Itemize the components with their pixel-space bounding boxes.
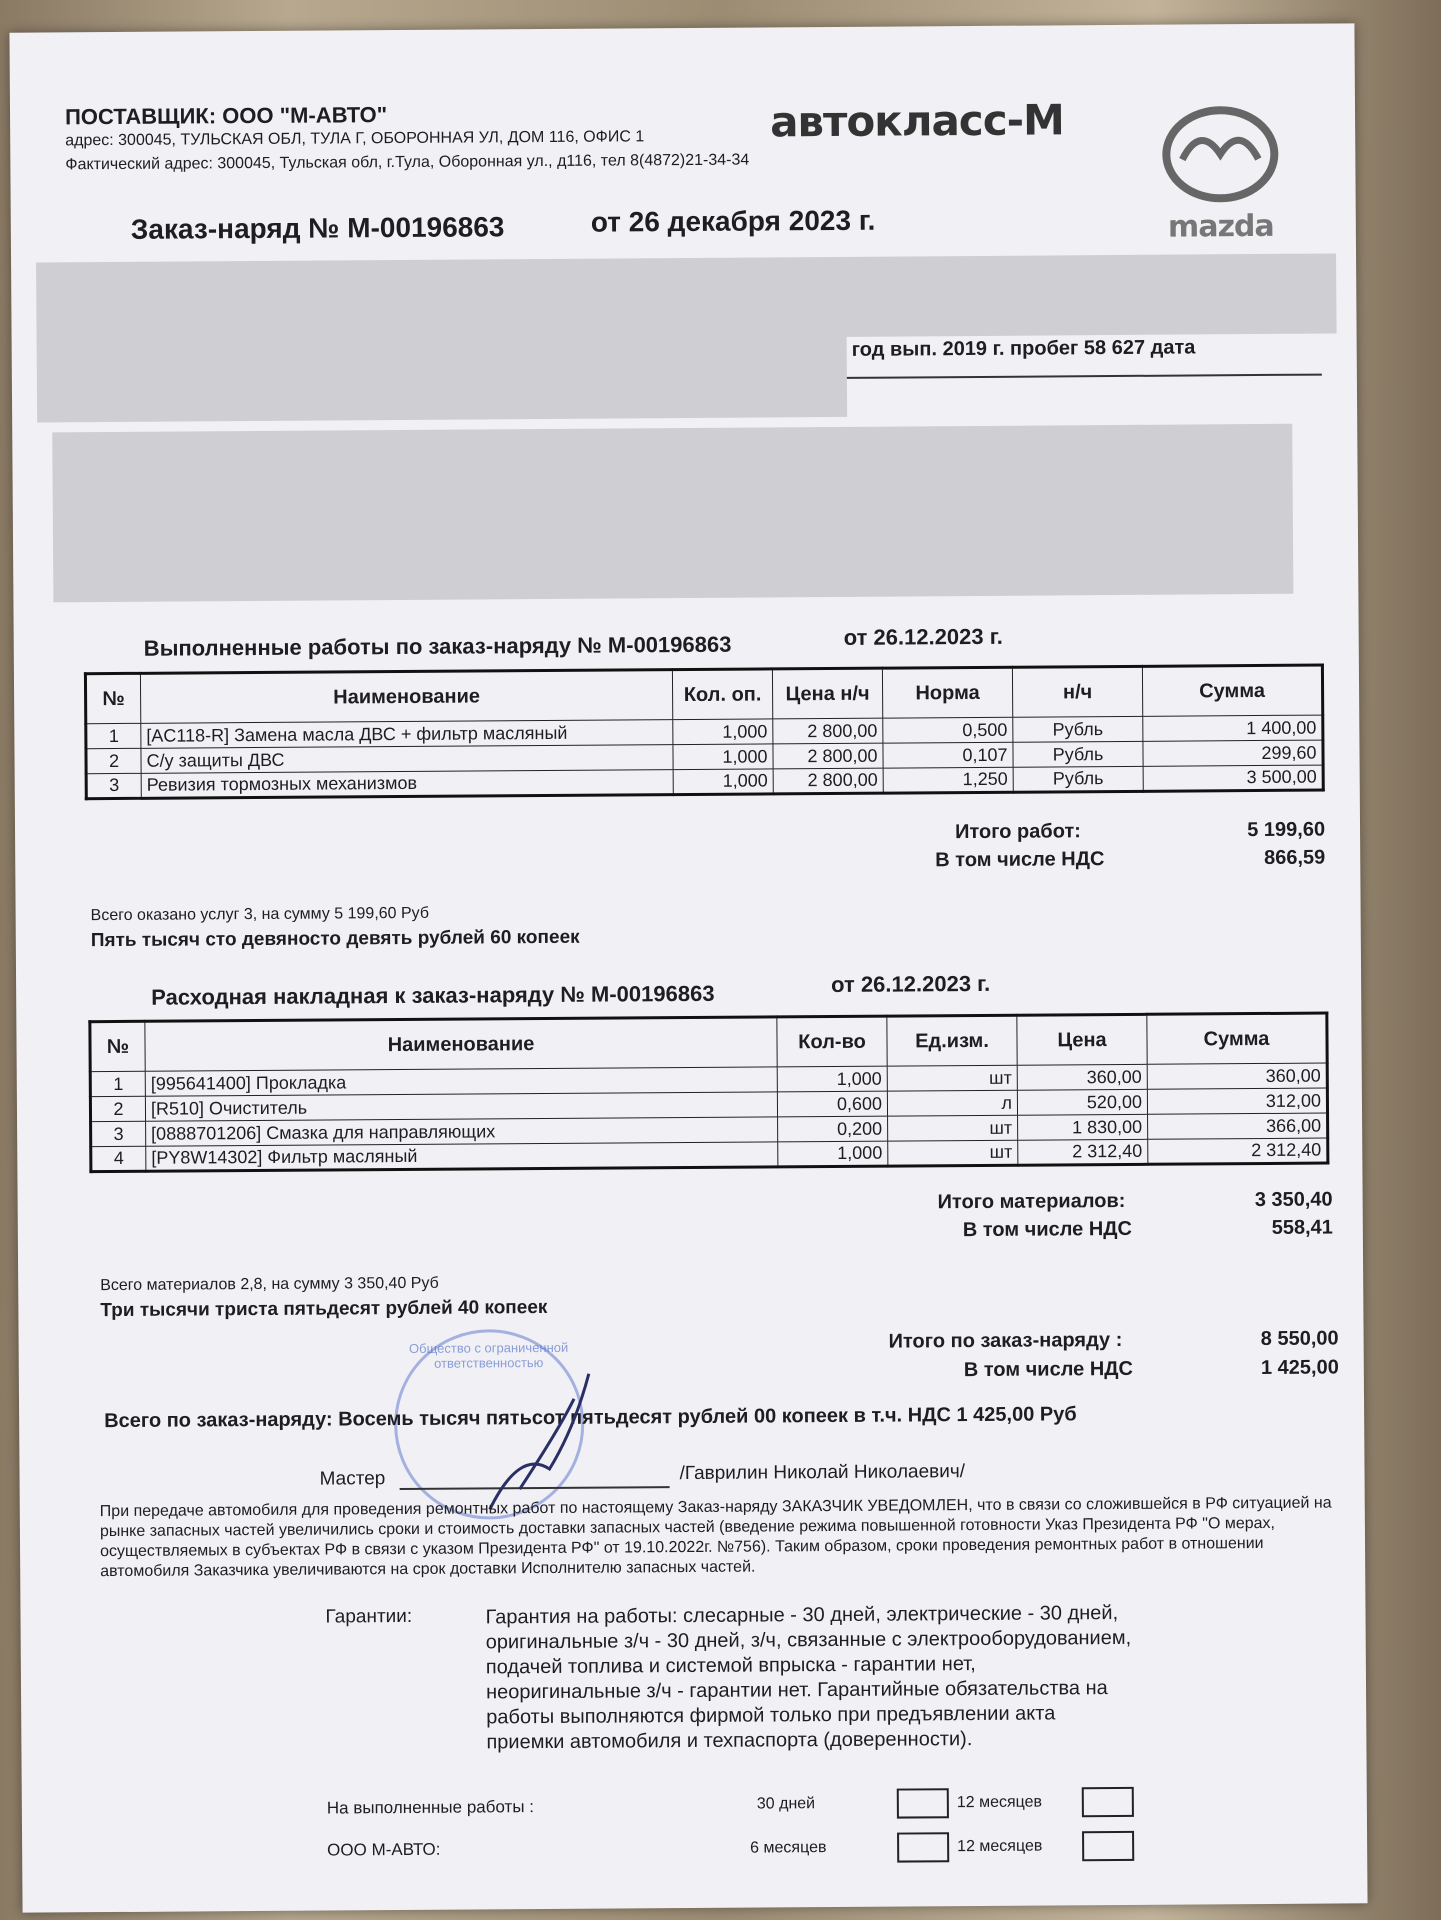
- grand-vat: [964, 1356, 1339, 1382]
- cell: Рубль: [1013, 716, 1143, 742]
- col-header: Цена: [1017, 1014, 1147, 1065]
- value: 8 550,00: [1260, 1327, 1339, 1351]
- cell: [995641400] Прокладка: [145, 1067, 777, 1096]
- cell: С/у защиты ДВС: [141, 745, 673, 774]
- cell: 520,00: [1017, 1089, 1147, 1115]
- cell: Рубль: [1013, 766, 1143, 792]
- label: Итого работ:: [954, 820, 1081, 844]
- materials-title: Расходная накладная к заказ-наряду № М-00196863: [151, 980, 715, 1010]
- supplier-address: адрес: 300045, ТУЛЬСКАЯ ОБЛ, ТУЛА Г, ОБОРОННАЯ УЛ, ДОМ 116, ОФИС 1: [65, 128, 645, 150]
- cell: [R510] Очиститель: [145, 1092, 777, 1121]
- works-words: Пять тысяч сто девяносто девять рублей 60 копеек: [90, 926, 580, 952]
- vehicle-info: год вып. 2019 г. пробег 58 627 дата: [851, 336, 1196, 361]
- company-6-months: 6 месяцев: [750, 1839, 827, 1857]
- supplier-actual-address: Фактический адрес: 300045, Тульская обл, г.Тула, Оборонная ул., д116, тел 8(4872)21-34-34: [65, 151, 750, 174]
- cell: 1 400,00: [1143, 715, 1323, 741]
- materials-summary: Всего материалов 2,8, на сумму 3 350,40 Руб: [100, 1274, 439, 1295]
- materials-table: [88, 1012, 1329, 1174]
- cell: 2 800,00: [773, 768, 883, 794]
- col-header: Цена н/ч: [772, 668, 882, 719]
- cell: 312,00: [1147, 1088, 1327, 1114]
- cell: 0,500: [883, 717, 1013, 743]
- works-12-months: 12 месяцев: [956, 1793, 1043, 1812]
- table-header: [85, 665, 1322, 724]
- works-total: [955, 819, 1325, 845]
- value: 866,59: [1263, 846, 1326, 869]
- col-header: Наименование: [140, 670, 672, 724]
- cell: 1,000: [673, 719, 773, 745]
- dealer-logo: автокласс-М: [769, 95, 1065, 147]
- cell: [PY8W14302] Фильтр масляный: [146, 1142, 778, 1171]
- cell: шт: [888, 1115, 1018, 1141]
- works-warranty-label: На выполненные работы :: [326, 1797, 535, 1818]
- works-title: Выполненные работы по заказ-наряду № М-00196863: [143, 631, 732, 661]
- value: 558,41: [1271, 1216, 1333, 1239]
- label: Итого по заказ-наряду :: [888, 1328, 1123, 1353]
- redacted-area: [37, 327, 848, 423]
- document-page: [9, 23, 1367, 1912]
- works-30-days: 30 дней: [756, 1795, 816, 1813]
- cell: 360,00: [1147, 1063, 1327, 1089]
- cell: 3: [91, 1121, 146, 1146]
- divider: [847, 374, 1322, 379]
- signature: [479, 1369, 600, 1520]
- cell: шт: [887, 1065, 1017, 1091]
- col-header: н/ч: [1012, 666, 1142, 717]
- master-name: /Гаврилин Николай Николаевич/: [679, 1461, 966, 1485]
- grand-total: [889, 1327, 1339, 1353]
- warranty-text: Гарантия на работы: слесарные - 30 дней, электрические - 30 дней, оригинальные з/ч - 30 дней, з/ч, связанные с электрооборудованием, подачей топлива и системой впрыска - гарантии нет, неоригинальные з/ч - гарантии нет. Гарантийные обязательства на работы выполняются фирмой только при предъявлении акта приемки автомобиля и техпаспорта (доверенности).: [485, 1602, 1132, 1754]
- label: В том числе НДС: [935, 848, 1105, 872]
- label: В том числе НДС: [963, 1357, 1134, 1382]
- col-header: Наименование: [145, 1017, 777, 1071]
- col-header: №: [85, 673, 140, 723]
- works-summary: Всего оказано услуг 3, на сумму 5 199,60 Руб: [90, 904, 430, 925]
- grand-words: Всего по заказ-наряду: Восемь тысяч пятьсот пятьдесят рублей 00 копеек в т.ч. НДС 1 425,00 Руб: [104, 1403, 1077, 1433]
- col-header: Сумма: [1147, 1013, 1327, 1064]
- value: 5 199,60: [1247, 818, 1326, 842]
- cell: 2 800,00: [773, 743, 883, 769]
- col-header: Кол. оп.: [672, 669, 772, 720]
- cell: [AC118-R] Замена масла ДВС + фильтр масляный: [141, 720, 673, 749]
- cell: 0,200: [778, 1116, 888, 1142]
- cell: 2: [90, 1096, 145, 1121]
- cell: 2 312,40: [1148, 1138, 1328, 1164]
- cell: 1 830,00: [1018, 1114, 1148, 1140]
- value: 3 350,40: [1254, 1188, 1333, 1212]
- checkbox-company-12-months[interactable]: [1082, 1831, 1134, 1861]
- mazda-wordmark: mazda: [1167, 208, 1274, 245]
- order-title: Заказ-наряд № М-00196863: [130, 211, 505, 245]
- works-date: от 26.12.2023 г.: [843, 623, 1003, 650]
- cell: 2 312,40: [1018, 1139, 1148, 1165]
- works-vat: [935, 847, 1325, 873]
- checkbox-works-30-days[interactable]: [897, 1788, 949, 1818]
- cell: л: [887, 1090, 1017, 1116]
- checkbox-company-6-months[interactable]: [897, 1832, 949, 1862]
- cell: 3 500,00: [1143, 765, 1323, 791]
- cell: 3: [86, 773, 141, 798]
- checkbox-works-12-months[interactable]: [1082, 1787, 1134, 1817]
- cell: 1: [86, 723, 141, 748]
- cell: 0,107: [883, 742, 1013, 768]
- materials-words: Три тысячи триста пятьдесят рублей 40 копеек: [100, 1296, 548, 1322]
- company-warranty-label: ООО М-АВТО:: [327, 1839, 441, 1860]
- materials-total: [938, 1189, 1333, 1215]
- stamp-text: Общество с ограниченной ответственностью: [408, 1339, 569, 1371]
- warranty-label: Гарантии:: [325, 1605, 413, 1628]
- cell: 1,000: [778, 1141, 888, 1167]
- cell: 366,00: [1148, 1113, 1328, 1139]
- company-12-months: 12 месяцев: [957, 1837, 1043, 1856]
- label: В том числе НДС: [962, 1217, 1133, 1242]
- cell: 2: [86, 748, 141, 773]
- col-header: №: [90, 1021, 145, 1071]
- mazda-logo: [1160, 104, 1281, 245]
- order-date: от 26 декабря 2023 г.: [590, 204, 876, 238]
- notice-text: При передаче автомобиля для проведения ремонтных работ по настоящему Заказ-наряду ЗАКАЗЧИК УВЕДОМЛЕН, что в связи со сложившейся в РФ ситуацией на рынке запасных частей увеличились сроки и стоимость доставки запасных частей (введение режима повышенной готовности Указ Президента РФ "О мерах, осуществляемых в субъектах РФ в связи с указом Президента РФ" от 19.10.2022г. №756). Таким образом, сроки проведения ремонтных работ в отношении автомобиля Заказчика увеличиваются на срок доставки Исполнителю запасных частей.: [99, 1494, 1332, 1581]
- col-header: Сумма: [1142, 665, 1322, 716]
- col-header: Кол-во: [777, 1016, 887, 1067]
- cell: 1: [90, 1071, 145, 1096]
- supplier-title: ПОСТАВЩИК: ООО "М-АВТО": [64, 102, 388, 130]
- cell: [0888701206] Смазка для направляющих: [146, 1117, 778, 1146]
- cell: шт: [888, 1140, 1018, 1166]
- label: Итого материалов:: [937, 1189, 1126, 1214]
- col-header: Ед.изм.: [887, 1015, 1017, 1066]
- materials-date: от 26.12.2023 г.: [831, 970, 991, 998]
- cell: 1,250: [883, 767, 1013, 793]
- cell: 0,600: [777, 1091, 887, 1117]
- value: 1 425,00: [1260, 1356, 1339, 1380]
- works-table: [84, 664, 1325, 801]
- cell: 1,000: [673, 769, 773, 795]
- cell: 299,60: [1143, 740, 1323, 766]
- cell: Ревизия тормозных механизмов: [141, 770, 673, 799]
- master-label: Мастер: [319, 1468, 386, 1490]
- cell: 1,000: [777, 1066, 887, 1092]
- redacted-area: [52, 424, 1293, 603]
- col-header: Норма: [882, 667, 1012, 718]
- materials-vat: [963, 1217, 1333, 1243]
- cell: 360,00: [1017, 1064, 1147, 1090]
- cell: Рубль: [1013, 741, 1143, 767]
- table-header: [90, 1013, 1327, 1072]
- cell: 1,000: [673, 744, 773, 770]
- cell: 2 800,00: [773, 718, 883, 744]
- cell: 4: [91, 1146, 146, 1171]
